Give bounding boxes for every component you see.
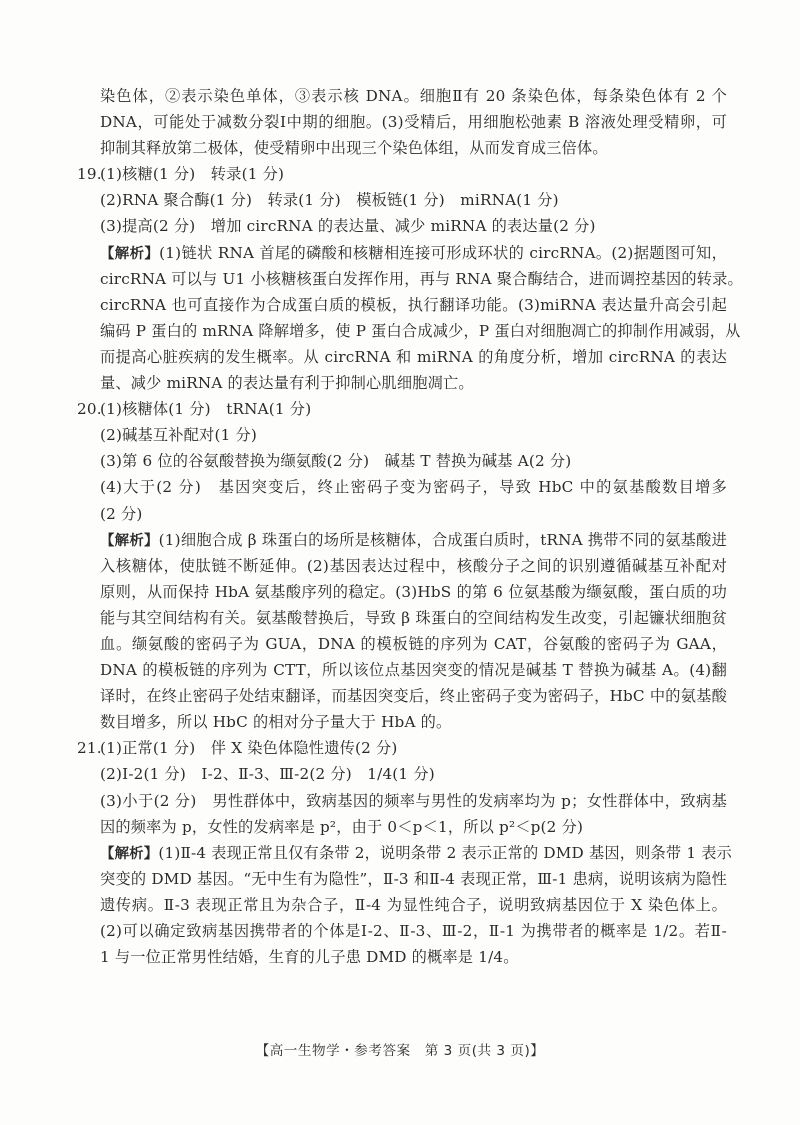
q20-analysis-line: 原则，从而保持 HbA 氨基酸序列的稳定。(3)HbS 的第 6 位氨基酸为缬氨酸，蛋白质的功 (100, 582, 727, 601)
analysis-label: 【解析】 (100, 532, 159, 549)
q20-analysis-line: 入核糖体，使肽链不断延伸。(2)基因表达过程中，核酸分子之间的识别遵循碱基互补配对 (100, 556, 727, 575)
question-number: 19. (77, 165, 102, 184)
q20-answer-2: (2)碱基互补配对(1 分) (100, 426, 257, 445)
analysis-label: 【解析】 (100, 245, 160, 262)
q21-analysis-line: 突变的 DMD 基因。“无中生有为隐性”，Ⅱ-3 和Ⅱ-4 表现正常，Ⅲ-1 患病，说明该病为隐性 (100, 869, 727, 888)
q20-analysis-line: 能与其空间结构有关。氨基酸替换后，导致 β 珠蛋白的空间结构发生改变，引起镰状细胞贫 (100, 608, 727, 627)
analysis-label: 【解析】 (100, 845, 159, 862)
q19-analysis-line: circRNA 也可直接作为合成蛋白质的模板，执行翻译功能。(3)miRNA 表达量升高会引起 (100, 295, 727, 314)
q21-answer-3: (3)小于(2 分) 男性群体中，致病基因的频率与男性的发病率均为 p；女性群体中，致病基 (100, 791, 727, 810)
continuation-line: 抑制其释放第二极体，使受精卵中出现三个染色体组，从而发育成三倍体。 (100, 139, 608, 158)
q20-analysis-line: 数目增多，所以 HbC 的相对分子量大于 HbA 的。 (100, 713, 452, 732)
continuation-line: DNA，可能处于减数分裂Ⅰ中期的细胞。(3)受精后，用细胞松弛素 B 溶液处理受精卵，可 (100, 113, 727, 132)
q19-answer-3: (3)提高(2 分) 增加 circRNA 的表达量、减少 miRNA 的表达量(2 分) (100, 217, 596, 236)
q19-analysis-line: 【解析】(1)链状 RNA 首尾的磷酸和核糖相连接可形成环状的 circRNA。(2)据题图可知， (100, 243, 727, 262)
q21-analysis-line: 【解析】(1)Ⅱ-4 表现正常且仅有条带 2，说明条带 2 表示正常的 DMD 基因，则条带 1 表示 (100, 843, 732, 862)
page-footer: 【高一生物学・参考答案 第 3 页(共 3 页)】 (255, 1043, 545, 1059)
q20-answer-4: (4)大于(2 分) 基因突变后，终止密码子变为密码子，导致 HbC 中的氨基酸数目增多 (100, 478, 727, 497)
q20-analysis-line: DNA 的模板链的序列为 CTT，所以该位点基因突变的情况是碱基 T 替换为碱基 A。(4)翻 (100, 661, 727, 680)
q20-answer-1: 20.(1)核糖体(1 分) tRNA(1 分) (77, 396, 727, 422)
q21-answer-2: (2)Ⅰ-2(1 分) Ⅰ-2、Ⅱ-3、Ⅲ-2(2 分) 1/4(1 分) (100, 765, 435, 784)
q21-answer-3-cont: 因的频率为 p，女性的发病率是 p²，由于 0＜p＜1，所以 p²＜p(2 分) (100, 817, 584, 836)
answer-content (77, 83, 743, 970)
q19-analysis-line: 编码 P 蛋白的 mRNA 降解增多，使 P 蛋白合成减少，P 蛋白对细胞凋亡的抑制作用减弱，从 (100, 321, 741, 340)
q19-answer-2: (2)RNA 聚合酶(1 分) 转录(1 分) 模板链(1 分) miRNA(1 分) (100, 191, 559, 210)
q21-analysis-line: (2)可以确定致病基因携带者的个体是Ⅰ-2、Ⅱ-3、Ⅲ-2，Ⅱ-1 为携带者的概率是 1/2。若Ⅱ- (100, 922, 727, 940)
q19-analysis-line: circRNA 可以与 U1 小核糖核蛋白发挥作用，再与 RNA 聚合酶结合，进而调控基因的转录。 (100, 269, 743, 288)
q20-analysis-line: 译时，在终止密码子处结束翻译，而基因突变后，终止密码子变为密码子，HbC 中的氨基酸 (100, 687, 727, 706)
question-number: 20. (77, 400, 102, 419)
q20-analysis-line: 血。缬氨酸的密码子为 GUA，DNA 的模板链的序列为 CAT，谷氨酸的密码子为 GAA， (100, 634, 727, 653)
q20-answer-4-cont: (2 分) (100, 504, 143, 523)
q19-answer-1: 19.(1)核糖(1 分) 转录(1 分) (77, 161, 727, 187)
q20-analysis-line: 【解析】(1)细胞合成 β 珠蛋白的场所是核糖体，合成蛋白质时，tRNA 携带不同的氨基酸进 (100, 530, 727, 549)
q20-answer-3: (3)第 6 位的谷氨酸替换为缬氨酸(2 分) 碱基 T 替换为碱基 A(2 分) (100, 452, 572, 471)
continuation-line: 染色体，②表示染色单体，③表示核 DNA。细胞Ⅱ有 20 条染色体，每条染色体有 2 个 (100, 87, 727, 105)
q21-analysis-line: 遗传病。Ⅱ-3 表现正常且为杂合子，Ⅱ-4 为显性纯合子，说明致病基因位于 X 染色体上。 (100, 895, 727, 914)
q19-analysis-line: 量、减少 miRNA 的表达量有利于抑制心肌细胞凋亡。 (100, 374, 474, 393)
q19-analysis-line: 而提高心脏疾病的发生概率。从 circRNA 和 miRNA 的角度分析，增加 circRNA 的表达 (100, 347, 727, 366)
q21-analysis-line: 1 与一位正常男性结婚，生育的儿子患 DMD 的概率是 1/4。 (100, 948, 519, 967)
question-number: 21. (77, 739, 102, 758)
q21-answer-1: 21.(1)正常(1 分) 伴 X 染色体隐性遗传(2 分) (77, 735, 727, 761)
